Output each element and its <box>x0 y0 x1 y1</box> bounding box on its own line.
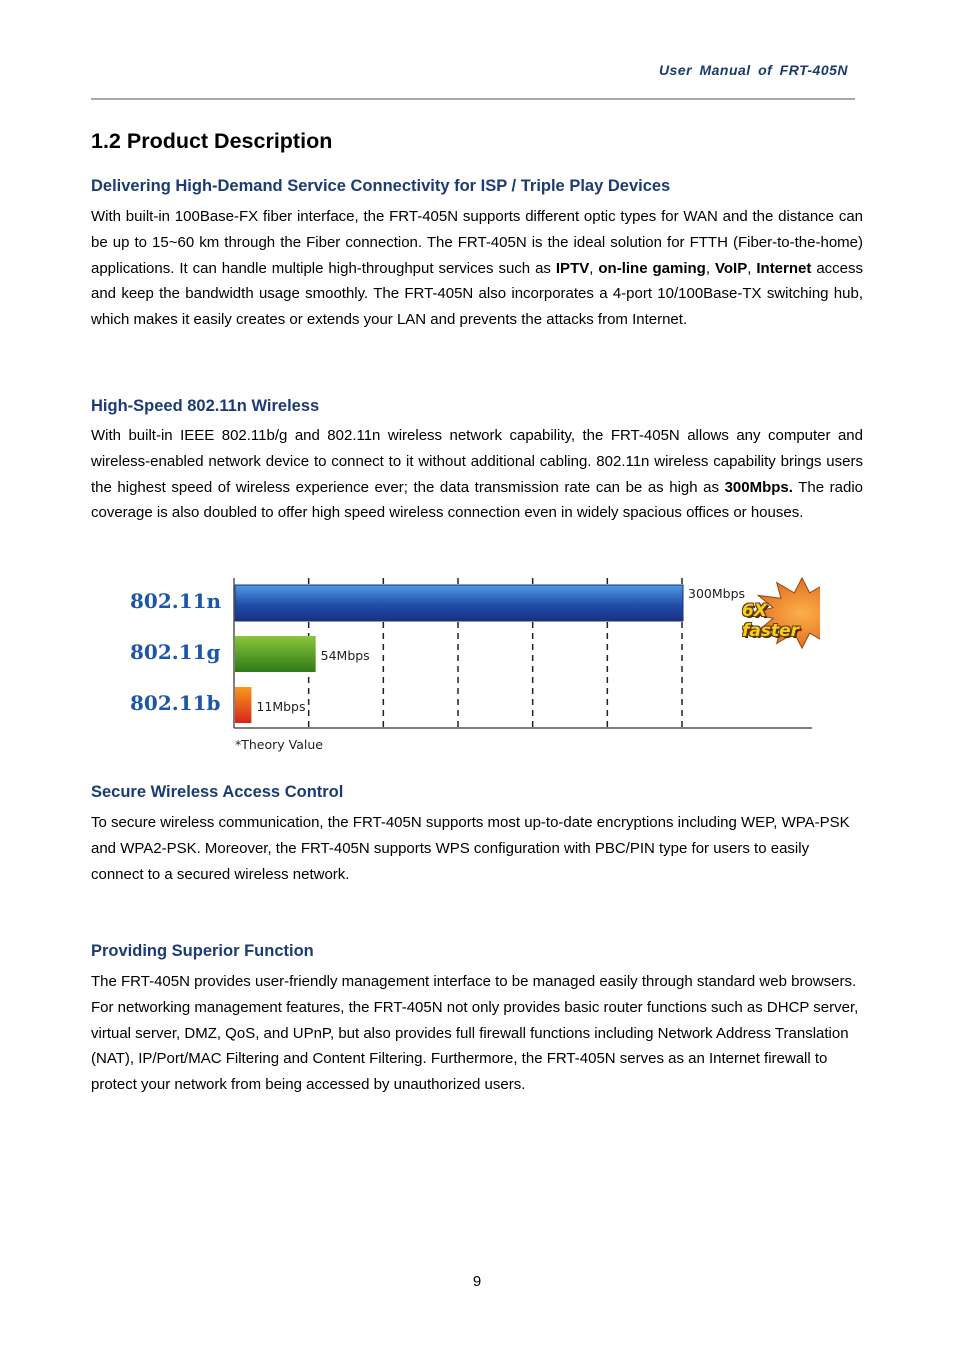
value-label: 300Mbps <box>688 586 746 601</box>
paragraph-service-connectivity <box>91 204 863 333</box>
bar-802-11b <box>235 687 251 723</box>
heading-service-connectivity: Delivering High-Demand Service Connectivity for ISP / Triple Play Devices <box>91 177 671 195</box>
text-run: With built-in 100Base-FX fiber interface, the FRT-405N supports different optic types for WAN and the distance can be up to 15~60 km through the Fiber connection. The FRT-405N is the ideal solution for FTTH (Fiber-to-the-home) applications. It can handle multiple high-throughput services such as <box>91 208 863 277</box>
value-label: 11Mbps <box>256 699 306 714</box>
paragraph-secure-access <box>91 810 863 887</box>
category-label: 802.11b <box>130 691 221 715</box>
text-run: , <box>705 259 715 277</box>
bold-text: IPTV <box>555 259 590 277</box>
heading-wireless: High-Speed 802.11n Wireless <box>91 397 320 415</box>
section-title: 1.2 Product Description <box>91 129 333 153</box>
text-run: With built-in IEEE 802.11b/g and 802.11n wireless network capability, the FRT-405N allows any computer and wireless-enabled network device to connect to it without additional cabling. 802.11n wireless capability brings users the highest speed of wireless experience ever; the data transmission rate can be as high as <box>91 427 863 496</box>
paragraph-superior-function <box>91 969 863 1098</box>
text-run: , <box>589 259 599 277</box>
running-header: User Manual of FRT-405N <box>658 62 848 78</box>
text-run: To secure wireless communication, the FRT-405N supports most up-to-date encryptions including WEP, WPA-PSK and WPA2-PSK. Moreover, the FRT-405N supports WPS configuration with PBC/PIN type for users to easily connect to a secured wireless network. <box>91 814 850 883</box>
chart-note: *Theory Value <box>235 737 323 752</box>
bar-802-11g <box>235 636 316 672</box>
category-label: 802.11n <box>130 589 222 613</box>
text-run: , <box>747 259 757 277</box>
wireless-speed-chart <box>120 570 820 765</box>
bold-text: on-line gaming <box>598 259 706 277</box>
text-run: The radio coverage is also doubled to offer high speed wireless connection even in widely spacious offices or houses. <box>91 478 864 522</box>
bold-text: VoIP <box>714 259 748 277</box>
heading-secure-access: Secure Wireless Access Control <box>91 783 344 801</box>
paragraph-wireless <box>91 423 863 526</box>
bold-text: Internet <box>756 259 812 277</box>
text-run: access and keep the bandwidth usage smoothly. The FRT-405N also incorporates a 4-port 10/100Base-TX switching hub, which makes it easily creates or extends your LAN and prevents the attacks from Internet. <box>91 259 864 329</box>
category-label: 802.11g <box>130 640 221 664</box>
badge-label: 6X faster <box>742 601 800 641</box>
header-rule <box>91 98 855 100</box>
bar-802-11n <box>235 585 683 621</box>
value-label: 54Mbps <box>320 648 370 663</box>
text-run: The FRT-405N provides user-friendly management interface to be managed easily through standard web browsers. For networking management features, the FRT-405N not only provides basic router functions such as DHCP server, virtual server, DMZ, QoS, and UPnP, but also provides full firewall functions including Network Address Translation (NAT), IP/Port/MAC Filtering and Content Filtering. Furthermore, the FRT-405N serves as an Internet firewall to protect your network from being accessed by unauthorized users. <box>91 973 859 1094</box>
heading-superior-function: Providing Superior Function <box>91 942 314 960</box>
page-number: 9 <box>472 1273 482 1290</box>
bold-text: 300Mbps. <box>724 478 793 496</box>
